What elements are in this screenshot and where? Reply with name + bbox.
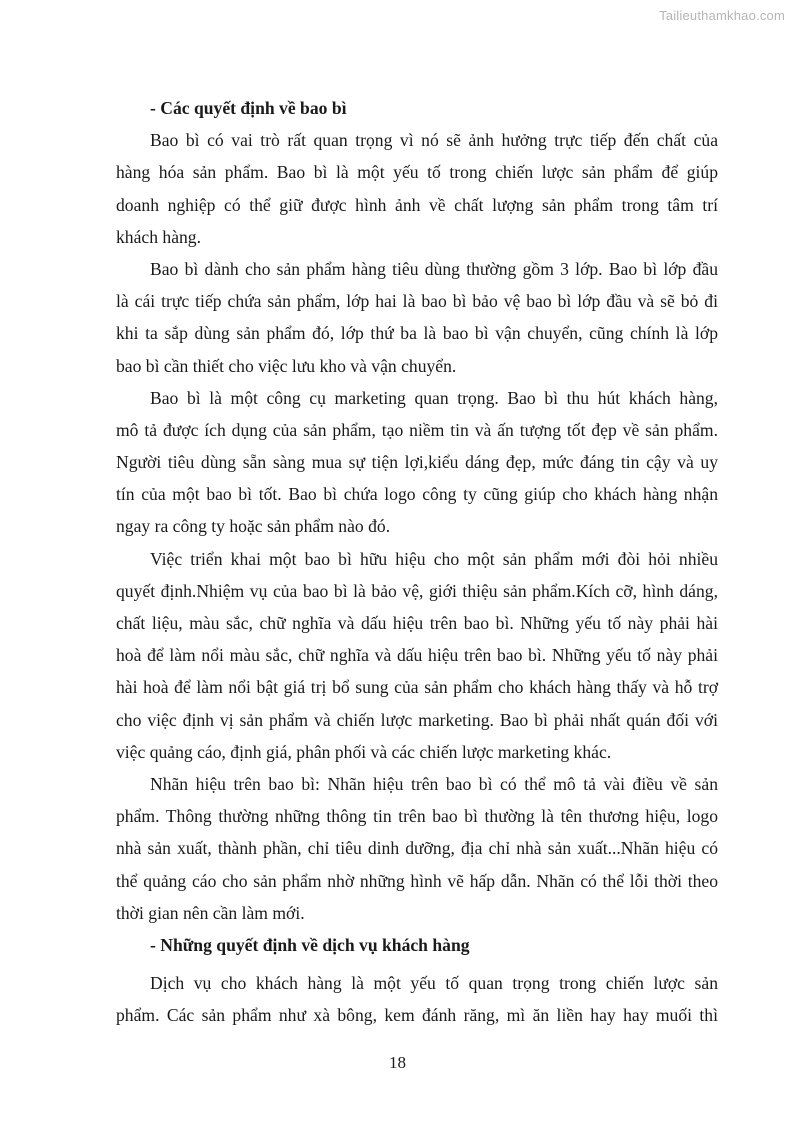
paragraph-line: ngay ra công ty hoặc sản phẩm nào đó. [116,516,391,537]
paragraph-line: Nhãn hiệu trên bao bì: Nhãn hiệu trên bao bì có thể mô tả vài điều về sản [150,773,718,794]
paragraph-line: thể quảng cáo cho sản phẩm nhờ những hình vẽ hấp dẫn. Nhãn có thể lỗi thời theo [116,870,718,891]
section-heading-packaging: - Các quyết định về bao bì [150,98,347,118]
paragraph-line: cho việc định vị sản phẩm và chiến lược marketing. Bao bì phải nhất quán đối với [116,709,718,730]
paragraph-line: Bao bì có vai trò rất quan trọng vì nó sẽ ảnh hưởng trực tiếp đến chất của [150,130,718,151]
paragraph-line: doanh nghiệp có thể giữ được hình ảnh về chất lượng sản phẩm trong tâm trí [116,194,718,215]
paragraph-2 [116,253,718,382]
paragraph-line: chất liệu, màu sắc, chữ nghĩa và dấu hiệu trên bao bì. Những yếu tố này phải hài [116,613,718,633]
paragraph-line: Dịch vụ cho khách hàng là một yếu tố quan trọng trong chiến lược sản [150,973,718,994]
section-heading-customer-service: - Những quyết định về dịch vụ khách hàng [150,934,470,955]
paragraph-line: hàng hóa sản phẩm. Bao bì là một yếu tố trong chiến lược sản phẩm để giúp [116,162,718,183]
paragraph-line: việc quảng cáo, định giá, phân phối và các chiến lược marketing khác. [116,741,612,762]
watermark: Tailieuthamkhao.com [659,8,785,23]
paragraph-6 [116,967,718,1031]
paragraph-3 [116,382,718,543]
paragraph-line: thời gian nên cần làm mới. [116,902,305,923]
paragraph-line: Bao bì dành cho sản phẩm hàng tiêu dùng thường gồm 3 lớp. Bao bì lớp đầu [150,258,718,279]
paragraph-line: Việc triển khai một bao bì hữu hiệu cho một sản phẩm mới đòi hỏi nhiều [150,548,718,569]
paragraph-line: nhà sản xuất, thành phần, chỉ tiêu dinh dưỡng, địa chỉ nhà sản xuất...Nhãn hiệu có [116,838,718,859]
paragraph-line: khi ta sắp dùng sản phẩm đó, lớp thứ ba là bao bì vận chuyển, cũng chính là lớp [116,323,718,344]
paragraph-line: phẩm. Các sản phẩm như xà bông, kem đánh răng, mì ăn liền hay hay muối thì [116,1005,718,1026]
paragraph-line: là cái trực tiếp chứa sản phẩm, lớp hai là bao bì bảo vệ bao bì lớp đầu và sẽ bỏ đi [116,291,718,312]
paragraph-line: bao bì cần thiết cho việc lưu kho và vận chuyển. [116,355,457,376]
paragraph-line: quyết định.Nhiệm vụ của bao bì là bảo vệ, giới thiệu sản phẩm.Kích cỡ, hình dáng, [116,580,718,601]
document-body [116,92,718,1031]
page-number: 18 [389,1053,406,1072]
paragraph-line: Người tiêu dùng sẵn sàng mua sự tiện lợi,kiểu dáng đẹp, mức đáng tin cậy và uy [116,452,718,473]
paragraph-line: mô tả được ích dụng của sản phẩm, tạo niềm tin và ấn tượng tốt đẹp về sản phẩm. [116,419,718,440]
paragraph-line: hài hoà để làm nổi bật giá trị bổ sung của sản phẩm cho khách hàng thấy và hỗ trợ [116,677,718,698]
paragraph-line: khách hàng. [116,226,202,247]
paragraph-line: phẩm. Thông thường những thông tin trên bao bì thường là tên thương hiệu, logo [116,806,718,827]
paragraph-line: tín của một bao bì tốt. Bao bì chứa logo công ty cũng giúp cho khách hàng nhận [116,484,718,505]
paragraph-5 [116,768,718,929]
paragraph-4 [116,543,718,768]
paragraph-line: hoà để làm nổi màu sắc, chữ nghĩa và dấu hiệu trên bao bì. Những yếu tố này phải [116,645,718,666]
paragraph-1 [116,124,718,253]
paragraph-line: Bao bì là một công cụ marketing quan trọng. Bao bì thu hút khách hàng, [150,387,718,408]
